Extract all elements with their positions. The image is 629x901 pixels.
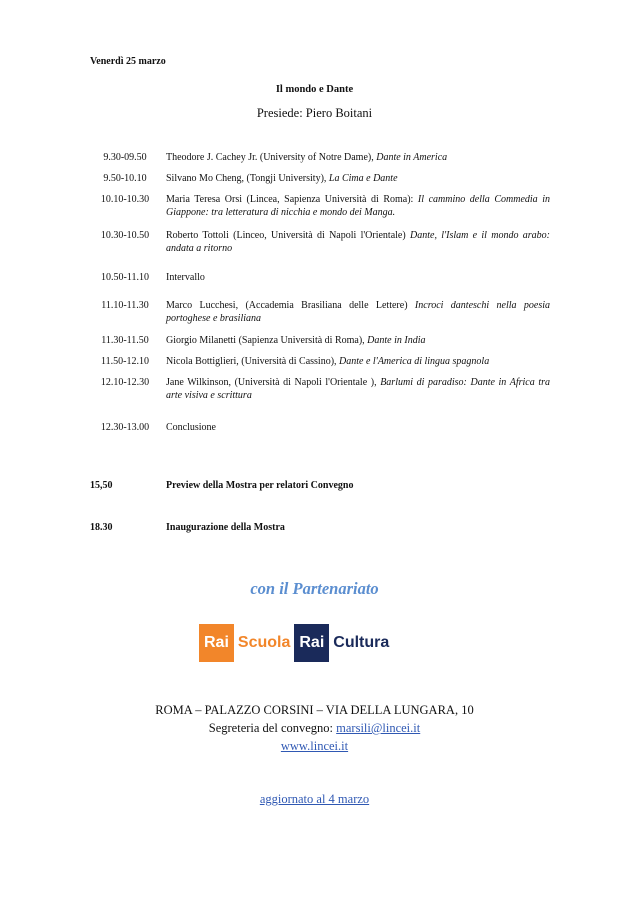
event-time: 15,50 [90, 480, 113, 491]
updated-link[interactable]: aggiornato al 4 marzo [259, 792, 370, 806]
program-row [90, 173, 550, 186]
program-row [90, 152, 550, 165]
program-time: 12.30-13.00 [100, 422, 150, 433]
session-date: Venerdì 25 marzo [90, 56, 166, 67]
program-speaker: Roberto Tottoli (Linceo, Università di Napoli l'Orientale) [166, 230, 406, 241]
partner-heading: con il Partenariato [250, 579, 379, 598]
secretariat-line [0, 721, 629, 736]
program-talk: Dante in India [367, 335, 426, 346]
rai-cultura-logo-text: Cultura [333, 634, 390, 651]
program-talk: La Cima e Dante [328, 173, 398, 184]
rai-cultura-logo-box: Rai [294, 624, 329, 662]
program-speaker: Intervallo [166, 272, 205, 283]
updated-line [0, 792, 629, 807]
email-link[interactable]: marsili@lincei.it [336, 721, 421, 735]
session-title: Il mondo e Dante [275, 84, 354, 95]
program-row [90, 377, 550, 402]
rai-logos [199, 624, 391, 662]
event-time: 18.30 [90, 522, 113, 533]
program-speaker: Giorgio Milanetti (Sapienza Università di Roma), [166, 335, 365, 346]
secretariat-label: Segreteria del convegno: [208, 721, 334, 735]
website-link[interactable]: www.lincei.it [280, 739, 349, 753]
program-speaker: Maria Teresa Orsi (Lincea, Sapienza Università di Roma): [166, 194, 414, 205]
program-row [90, 230, 550, 255]
program-row [90, 300, 550, 325]
venue-address: ROMA – PALAZZO CORSINI – VIA DELLA LUNGARA, 10 [155, 703, 474, 717]
program-row [90, 194, 550, 219]
program-speaker: Nicola Bottiglieri, (Università di Cassino), [166, 356, 337, 367]
program-talk: Dante e l'America di lingua spagnola [339, 356, 490, 367]
program-row [90, 335, 550, 348]
program-speaker: Silvano Mo Cheng, (Tongji University), [166, 173, 327, 184]
program-speaker: Theodore J. Cachey Jr. (University of Notre Dame), [166, 152, 374, 163]
program-speaker: Marco Lucchesi, (Accademia Brasiliana delle Lettere) [166, 300, 408, 311]
program-talk: Il cammino della Commedia in Giappone: tra letteratura di nicchia e mondo dei Manga. [166, 194, 551, 218]
program-row [90, 422, 550, 435]
event-row [90, 480, 550, 491]
program-speaker: Jane Wilkinson, (Università di Napoli l'Orientale ), [166, 377, 377, 388]
event-label: Preview della Mostra per relatori Convegno [166, 480, 354, 491]
website-line [0, 739, 629, 754]
program-row [90, 272, 550, 285]
program-time: 11.30-11.50 [101, 335, 149, 346]
event-row [90, 522, 550, 533]
program-row [90, 356, 550, 369]
program-time: 11.50-12.10 [101, 356, 149, 367]
session-chair: Presiede: Piero Boitani [256, 106, 373, 120]
program-speaker: Conclusione [166, 422, 216, 433]
program-time: 11.10-11.30 [101, 300, 149, 311]
program-time: 10.30-10.50 [100, 230, 150, 241]
rai-scuola-logo-text: Scuola [237, 634, 291, 651]
program-time: 9.30-09.50 [103, 152, 147, 163]
program-time: 12.10-12.30 [100, 377, 150, 388]
program-talk: Incroci danteschi nella poesia portoghese e brasiliana [166, 300, 551, 324]
event-label: Inaugurazione della Mostra [166, 522, 285, 533]
program-talk: Barlumi di paradiso: Dante in Africa tra arte visiva e scrittura [166, 377, 550, 401]
program-talk: Dante in America [376, 152, 448, 163]
program-time: 10.10-10.30 [100, 194, 150, 205]
program-time: 10.50-11.10 [101, 272, 149, 283]
rai-scuola-logo-box: Rai [199, 624, 234, 662]
program-talk: Dante, l'Islam e il mondo arabo: andata a ritorno [166, 230, 550, 254]
program-time: 9.50-10.10 [103, 173, 147, 184]
